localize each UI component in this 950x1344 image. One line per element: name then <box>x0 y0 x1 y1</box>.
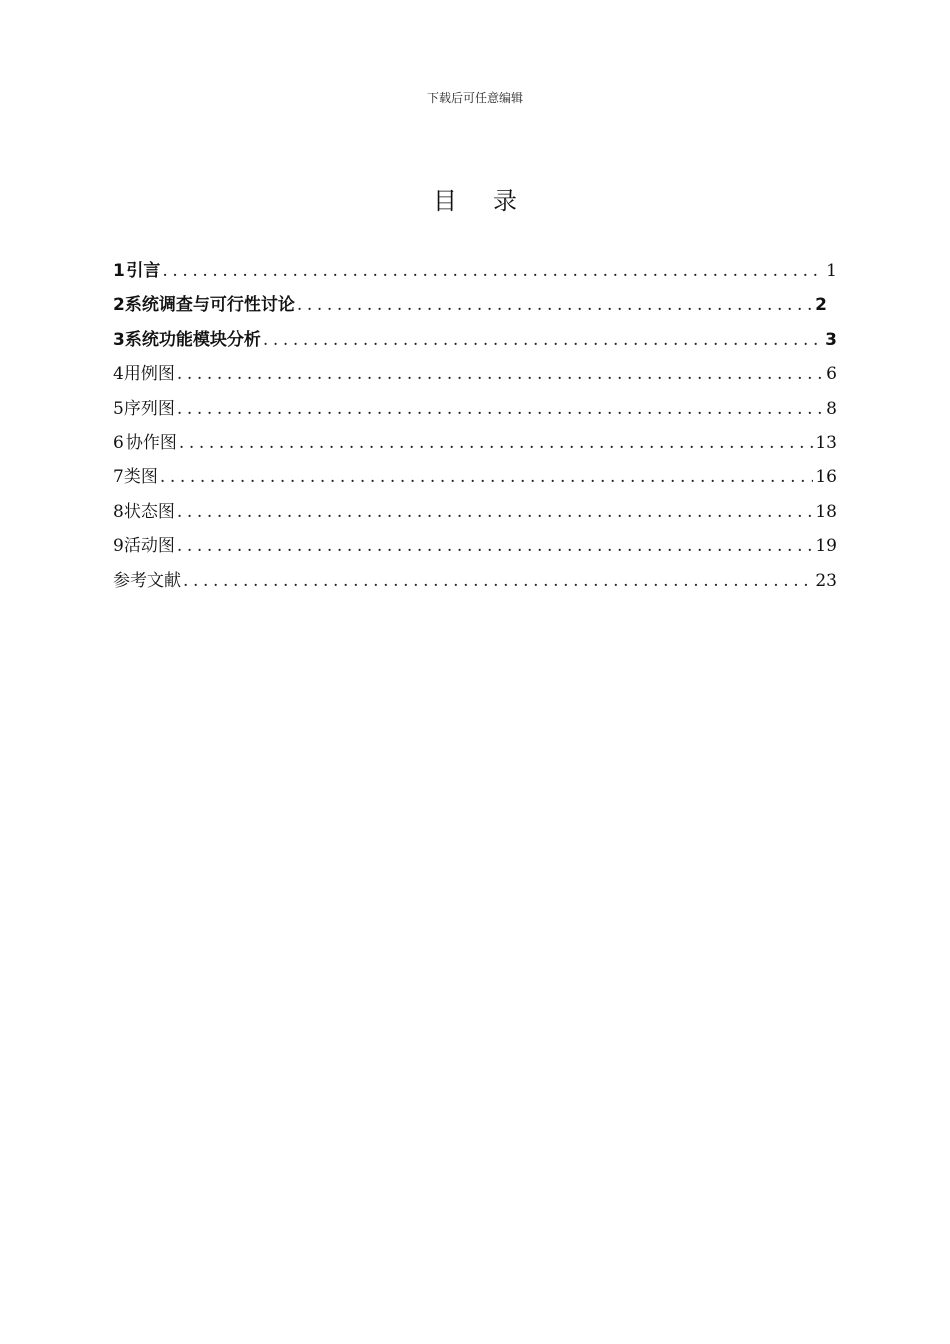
toc-entry-title: 类图 <box>123 467 158 488</box>
toc-entry-number: 7 <box>113 467 124 488</box>
toc-entry-page: 2 <box>815 295 827 316</box>
toc-entry-number: 2 <box>113 295 125 316</box>
toc-entry-title: 状态图 <box>123 501 175 522</box>
toc-entry-feasibility[interactable] <box>113 290 837 324</box>
toc-entry-collaboration[interactable] <box>113 428 837 462</box>
toc-entry-title: 系统调查与可行性讨论 <box>124 295 295 316</box>
toc-entry-page: 19 <box>815 536 837 557</box>
toc-entry-sequence[interactable] <box>113 394 837 428</box>
header-note: 下载后可任意编辑 <box>426 91 523 105</box>
dot-leader <box>263 330 823 350</box>
toc-entry-title: 活动图 <box>123 536 175 557</box>
toc-entry-references[interactable] <box>113 566 837 600</box>
toc-entry-title: 引言 <box>126 261 161 281</box>
toc-title: 目录 <box>433 187 553 215</box>
toc-entry-module-analysis[interactable] <box>113 325 837 359</box>
toc-entry-page: 3 <box>825 329 837 350</box>
dot-leader <box>160 467 814 487</box>
toc-entry-class[interactable] <box>113 462 837 496</box>
toc-entry-title: 系统功能模块分析 <box>124 329 261 350</box>
toc-entry-page: 13 <box>815 432 837 453</box>
toc-entry-page: 16 <box>815 467 837 488</box>
toc-entry-introduction[interactable] <box>113 256 837 290</box>
dot-leader <box>297 295 813 315</box>
dot-leader <box>177 364 824 384</box>
table-of-contents <box>113 256 837 600</box>
toc-entry-number: 3 <box>113 329 125 350</box>
toc-entry-number: 5 <box>113 398 124 419</box>
toc-entry-state[interactable] <box>113 497 837 531</box>
toc-entry-page: 1 <box>826 261 837 281</box>
dot-leader <box>179 433 814 453</box>
toc-entry-use-case[interactable] <box>113 359 837 393</box>
toc-entry-title: 用例图 <box>123 364 175 385</box>
toc-entry-title: 参考文献 <box>113 570 181 591</box>
toc-entry-page: 6 <box>826 364 837 385</box>
toc-entry-number: 6 <box>113 432 124 453</box>
dot-leader <box>162 261 824 281</box>
toc-entry-number: 9 <box>113 536 124 557</box>
dot-leader <box>177 399 824 419</box>
toc-entry-number: 4 <box>113 364 124 385</box>
toc-entry-title: 序列图 <box>123 398 175 419</box>
dot-leader <box>183 571 813 591</box>
toc-entry-activity[interactable] <box>113 531 837 565</box>
toc-entry-page: 18 <box>815 501 837 522</box>
toc-entry-page: 8 <box>826 398 837 419</box>
toc-entry-page: 23 <box>815 570 837 591</box>
toc-entry-number: 1 <box>113 261 125 281</box>
dot-leader <box>177 502 814 522</box>
toc-entry-number: 8 <box>113 501 124 522</box>
toc-entry-title: 协作图 <box>125 432 177 453</box>
dot-leader <box>177 536 814 556</box>
